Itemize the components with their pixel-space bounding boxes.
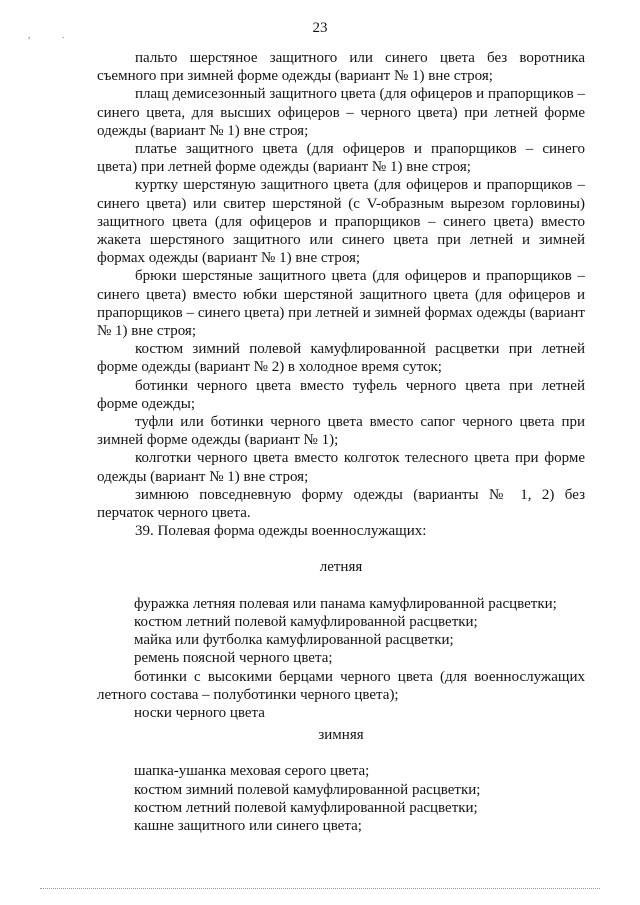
list-item: кашне защитного или синего цвета; [134,817,362,834]
list-item: ботинки с высокими берцами черного цвета (для военнослужащих летного состава – полуботинки черного цвета); [97,668,585,703]
list-item: шапка-ушанка меховая серого цвета; [134,763,370,780]
summer-heading: летняя [319,559,363,576]
paragraph: плащ демисезонный защитного цвета (для офицеров и прапорщиков – синего цвета, для высших офицеров – черного цвета) при летней форме одежды (вариант № 1) вне строя; [97,86,585,139]
summer-list [97,595,585,722]
paragraph: костюм зимний полевой камуфлированной расцветки при летней форме одежды (вариант № 2) в холодное время суток; [97,341,585,376]
list-item: майка или футболка камуфлированной расцветки; [134,632,454,649]
paragraph: туфли или ботинки черного цвета вместо сапог черного цвета при зимней форме одежды (вариант № 1); [97,414,585,449]
paragraph: платье защитного цвета (для офицеров и прапорщиков – синего цвета) при летней форме одежды (вариант № 1) вне строя; [97,141,585,176]
paragraph: зимнюю повседневную форму одежды (варианты № 1, 2) без перчаток черного цвета. [97,486,585,522]
paragraph: брюки шерстяные защитного цвета (для офицеров и прапорщиков – синего цвета) вместо юбки шерстяной защитного цвета (для офицеров и прапорщиков – синего цвета) при летней и зимней формах одежды (вариант № 1) вне строя; [97,268,585,340]
page-number: 23 [312,20,328,36]
scan-mark: , [28,30,31,40]
winter-list [97,762,585,835]
paragraph: пальто шерстяное защитного или синего цвета без воротника съемного при зимней форме одежды (вариант № 1) вне строя; [97,50,585,85]
document-body [97,49,585,835]
list-item: костюм летний полевой камуфлированной расцветки; [134,799,478,816]
scan-mark: . [62,30,65,40]
winter-heading: зимняя [318,727,364,744]
section-intro: 39. Полевая форма одежды военнослужащих: [135,523,427,540]
paragraph: колготки черного цвета вместо колготок телесного цвета при форме одежды (вариант № 1) вне строя; [97,450,585,485]
paragraph: куртку шерстяную защитного цвета (для офицеров и прапорщиков – синего цвета) или свитер шерстяной (с V-образным вырезом горловины) защитного цвета (для офицеров и прапорщиков – синего цвета) вместо жакета шерстяного защитного или синего цвета при летней и зимней формах одежды (вариант № 1) вне строя; [97,177,585,267]
list-item: костюм зимний полевой камуфлированной расцветки; [134,781,481,798]
scan-artifact-line [40,888,600,889]
list-item: фуражка летняя полевая или панама камуфлированной расцветки; [134,595,557,612]
list-item: носки черного цвета [134,704,265,721]
list-item: костюм летний полевой камуфлированной расцветки; [134,613,478,630]
list-item: ремень поясной черного цвета; [134,650,333,667]
paragraph: ботинки черного цвета вместо туфель черного цвета при летней форме одежды; [97,377,585,412]
